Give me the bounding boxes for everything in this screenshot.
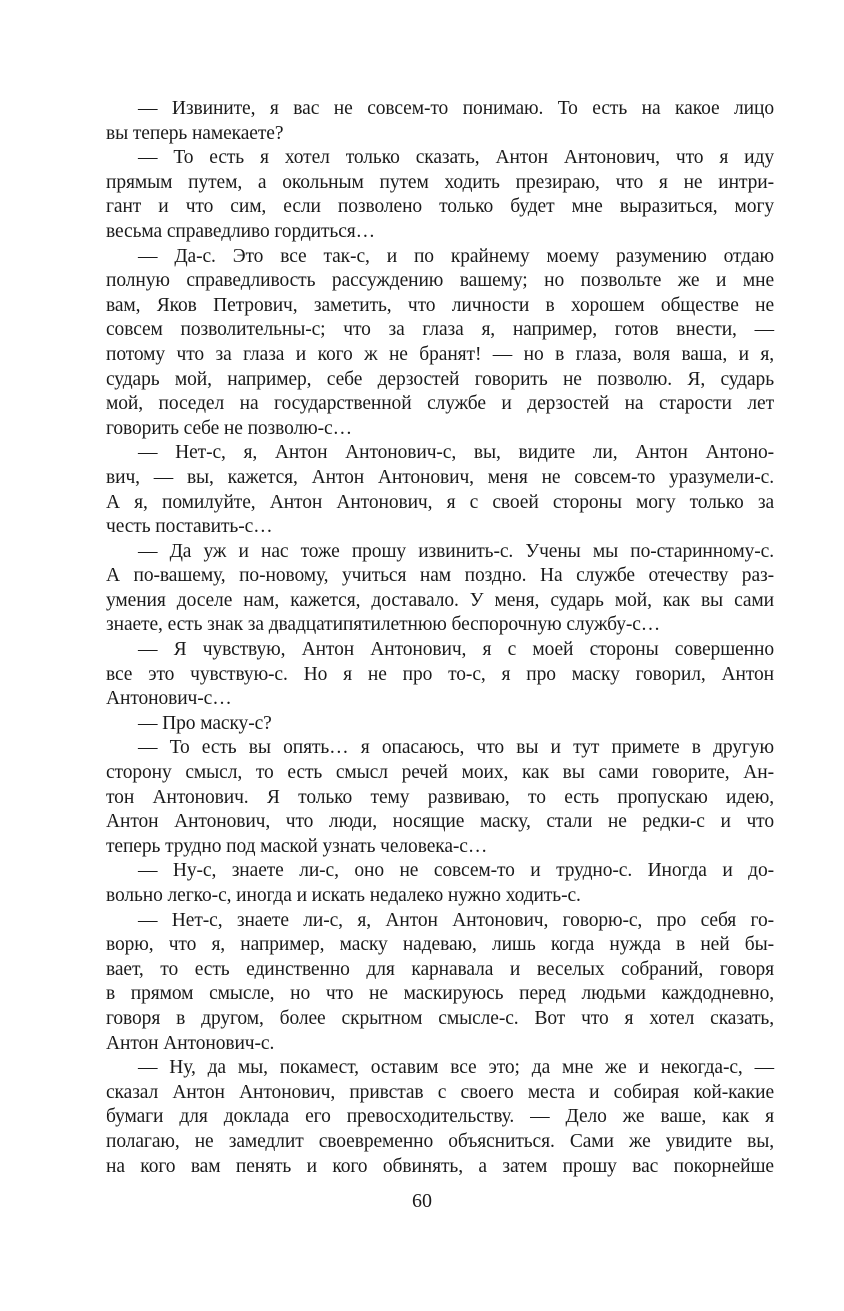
text-line: потому что за глаза и кого ж не бранят! — но в глаза, воля ваша, и я,	[106, 343, 774, 365]
text-line: — То есть я хотел только сказать, Антон Антонович, что я иду	[138, 147, 774, 169]
text-line: полную справедливость рассуждению вашему; но позвольте же и мне	[106, 270, 774, 292]
text-line: А я, помилуйте, Антон Антонович, я с своей стороны могу только за	[106, 491, 774, 513]
text-line: — Нет-с, я, Антон Антонович-с, вы, видите ли, Антон Антоно-	[138, 442, 774, 464]
text-line: говоря в другом, более скрытном смысле-с. Вот что я хотел сказать,	[106, 1007, 774, 1029]
text-line: мой, поседел на государственной службе и дерзостей на старости лет	[106, 393, 774, 415]
text-line: гант и что сим, если позволено только будет мне выразиться, могу	[106, 196, 774, 218]
text-line: бумаги для доклада его превосходительству. — Дело же ваше, как я	[106, 1106, 774, 1128]
text-line: в прямом смысле, но что не маскируюсь перед людьми каждодневно,	[106, 983, 774, 1005]
text-line: весьма справедливо гордиться…	[106, 220, 376, 242]
text-line: А по-вашему, по-новому, учиться нам поздно. На службе отечеству раз-	[106, 565, 774, 587]
text-line: совсем позволительны-с; что за глаза я, например, готов внести, —	[106, 319, 774, 341]
text-line: полагаю, не замедлит своевременно объясниться. Сами же увидите вы,	[106, 1130, 774, 1152]
text-line: — То есть вы опять… я опасаюсь, что вы и тут примете в другую	[138, 737, 774, 759]
text-line: — Ну-с, знаете ли-с, оно не совсем-то и трудно-с. Иногда и до-	[138, 860, 774, 882]
text-line: — Да уж и нас тоже прошу извинить-с. Учены мы по-старинному-с.	[138, 540, 774, 562]
text-line: сказал Антон Антонович, привстав с своего места и собирая кой-какие	[106, 1081, 774, 1103]
text-line: все это чувствую-с. Но я не про то-с, я про маску говорил, Антон	[106, 663, 774, 685]
text-line: вам, Яков Петрович, заметить, что личности в хорошем обществе не	[106, 294, 774, 316]
text-line: говорить себе не позволю-с…	[106, 417, 352, 439]
text-line: — Ну, да мы, покамест, оставим все это; да мне же и некогда-с, —	[138, 1057, 774, 1079]
text-line: сударь мой, например, себе дерзостей говорить не позволю. Я, сударь	[106, 368, 774, 390]
page-number: 60	[412, 1190, 432, 1212]
text-line: умения доселе нам, кажется, доставало. У меня, сударь мой, как вы сами	[106, 589, 774, 611]
text-line: на кого вам пенять и кого обвинять, а затем прошу вас покорнейше	[106, 1155, 774, 1177]
text-line: сторону смысл, то есть смысл речей моих, как вы сами говорите, Ан-	[106, 762, 774, 784]
text-line: — Да-с. Это все так-с, и по крайнему моему разумению отдаю	[138, 245, 774, 267]
text-line: вает, то есть единственно для карнавала и веселых собраний, говоря	[106, 958, 774, 980]
page-body	[106, 97, 774, 1179]
text-line: ворю, что я, например, маску надеваю, лишь когда нужда в ней бы-	[106, 934, 774, 956]
text-line: вольно легко-с, иногда и искать недалеко нужно ходить-с.	[106, 885, 581, 906]
text-line: — Извините, я вас не совсем-то понимаю. То есть на какое лицо	[138, 98, 774, 119]
text-line: знаете, есть знак за двадцатипятилетнюю беспорочную службу-с…	[106, 614, 661, 636]
text-line: честь поставить-с…	[106, 516, 273, 538]
text-line: вы теперь намекаете?	[106, 122, 284, 144]
text-line: тон Антонович. Я только тему развиваю, то есть пропускаю идею,	[106, 786, 774, 808]
text-line: — Про маску-с?	[138, 712, 272, 734]
text-line: теперь трудно под маской узнать человека-с…	[106, 835, 488, 857]
text-line: Антон Антонович, что люди, носящие маску, стали не редки-с и что	[106, 811, 774, 833]
text-line: — Нет-с, знаете ли-с, я, Антон Антонович, говорю-с, про себя го-	[138, 909, 774, 931]
text-line: Антонович-с…	[106, 688, 232, 710]
text-line: Антон Антонович-с.	[106, 1032, 275, 1054]
text-line: прямым путем, а окольным путем ходить презираю, что я не интри-	[106, 171, 774, 193]
text-line: вич, — вы, кажется, Антон Антонович, меня не совсем-то уразумели-с.	[106, 466, 774, 488]
text-line: — Я чувствую, Антон Антонович, я с моей стороны совершенно	[138, 639, 774, 661]
